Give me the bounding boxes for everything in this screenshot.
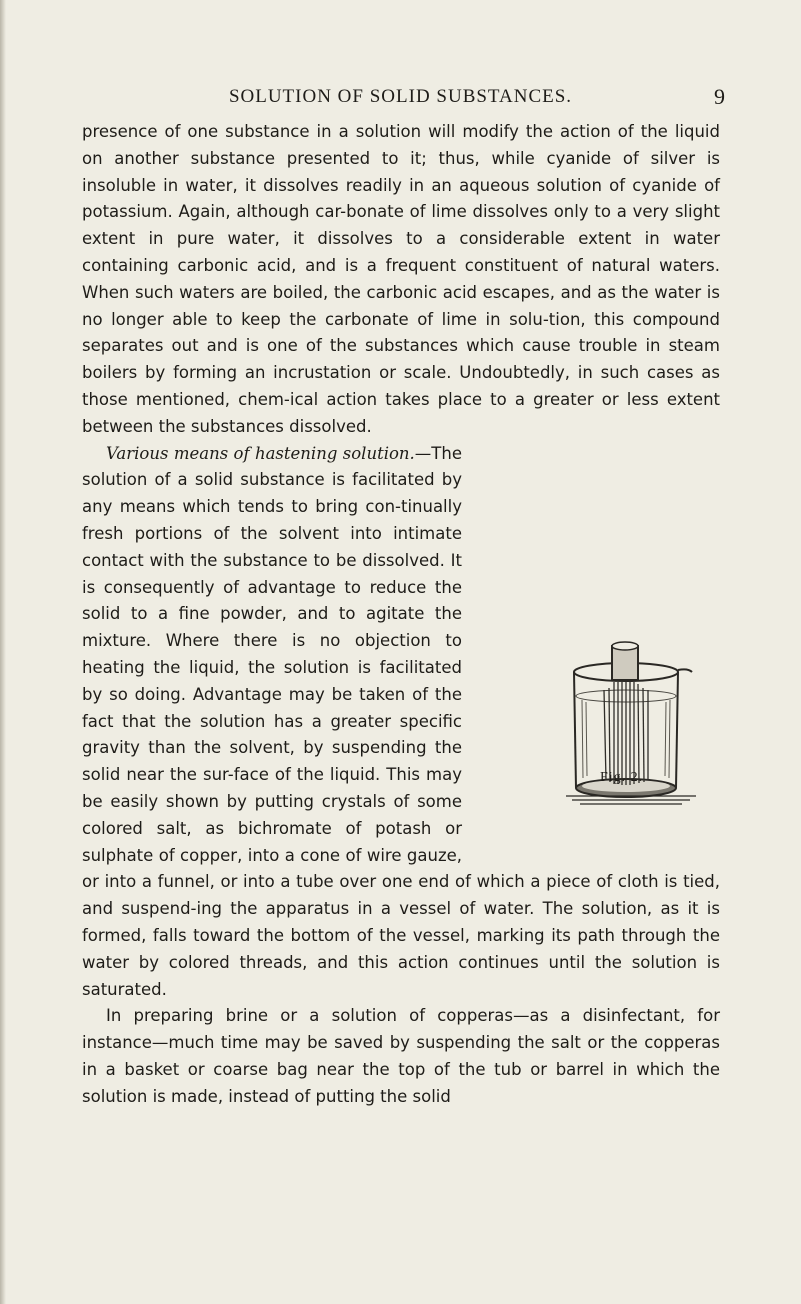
paragraph-3: In preparing brine or a solution of copperas—as a disinfectant, for instance—much time may be saved by suspending the salt or the copperas in a basket or coarse bag near the top of the tub or barrel in which the solution is made, instead of putting the solid [82, 1006, 720, 1106]
body-text [82, 119, 720, 1110]
vessel-left-wall [574, 672, 576, 788]
paragraph-2-heading: Various means of hastening solution. [106, 443, 415, 463]
paragraph-2-text: —The solution of a solid substance is facilitated by any means which tends to bring con-tinually fresh portions of the solvent into intimate contact with the substance to be dissolved. It is consequently of advantage to reduce the solid to a fine powder, and to agitate the mixture. Where there is no objection to heating the liquid, the solution is facilitated by so doing. Advantage may be taken of the fact that the solution has a greater specific gravity than the solvent, by suspending the solid near the sur-face of the liquid. This may be easily shown by putting crystals of some colored salt, as bichromate of potash or sulphate of copper, into a cone of wire gauze, or into a funnel, or into a tube over one end of which a piece of cloth is tied, and suspend-ing the apparatus in a vessel of water. The solution, as it is formed, falls toward the bottom of the vessel, marking its path through the water by colored threads, and this action continues until the solution is saturated. [82, 443, 720, 999]
figure-caption: Fig. 2. [600, 770, 644, 785]
running-head [0, 82, 801, 112]
paragraph-1: presence of one substance in a solution will modify the action of the liquid on another substance presented to it; thus, while cyanide of silver is insoluble in water, it dissolves readily in an aqueous solution of cyanide of potassium. Again, although car-bonate of lime dissolves only to a very slight extent in pure water, it dissolves to a considerable extent in water containing carbonic acid, and is a frequent constituent of natural waters. When such waters are boiled, the carbonic acid escapes, and as the water is no longer able to keep the carbonate of lime in solu-tion, this compound separates out and is one of the substances which cause trouble in steam boilers by forming an incrustation or scale. Undoubtedly, in such cases as those mentioned, chem-ical action takes place to a greater or less extent between the substances dissolved. [82, 122, 720, 436]
running-head-title: SOLUTION OF SOLID SUBSTANCES. [228, 86, 573, 107]
vessel-spout [678, 669, 692, 672]
suspended-tube [612, 646, 638, 680]
tube-top [612, 642, 638, 650]
vessel-right-wall [676, 672, 678, 788]
page-edge [0, 0, 6, 1304]
page-number: 9 [714, 84, 725, 109]
